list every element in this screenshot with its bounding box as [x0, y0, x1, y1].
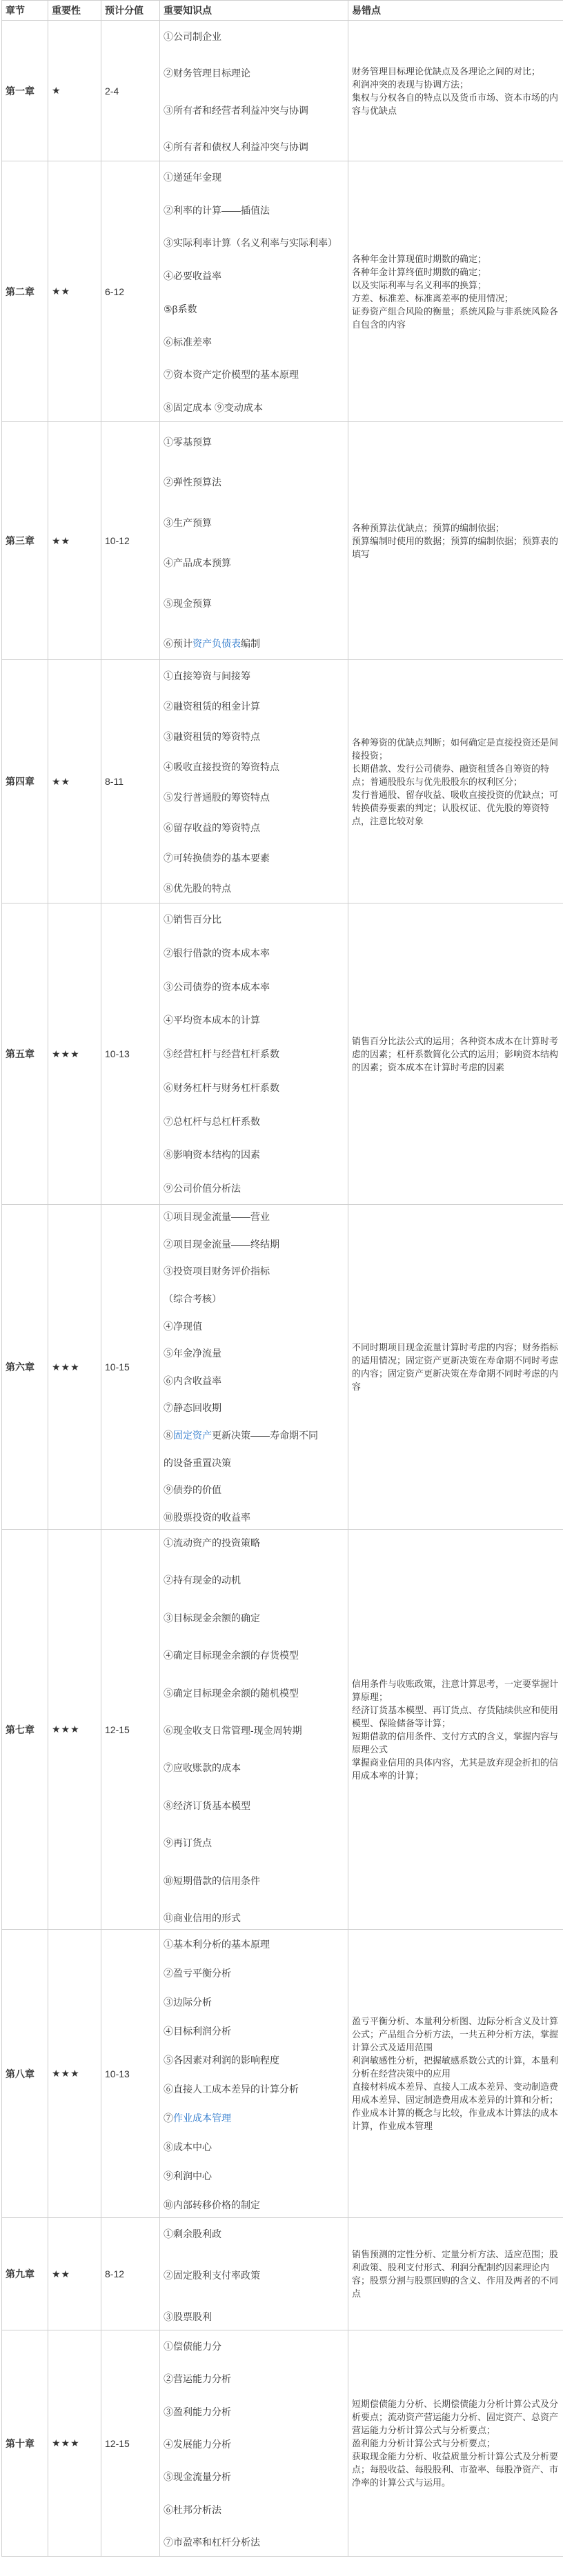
- knowledge-text: ⑥内含收益率: [164, 1375, 221, 1386]
- knowledge-list: [164, 21, 344, 161]
- difficulty-text: 信用条件与收账政策，注意计算思考，一定要掌握计算原理；: [352, 1678, 559, 1702]
- knowledge-item: [164, 912, 221, 926]
- chapter-cell: 第五章: [2, 903, 48, 1205]
- knowledge-item: [164, 140, 308, 154]
- difficulty-text: 各种预算法优缺点；预算的编制依据；: [352, 522, 505, 533]
- knowledge-text: ③融资租赁的筹资特点: [164, 730, 260, 742]
- knowledge-text: ④平均资本成本的计算: [164, 1014, 260, 1026]
- difficulty-text: 盈利能力分析计算公式与分析要点；: [352, 2438, 496, 2448]
- knowledge-text: ⑥留存收益的筹资特点: [164, 821, 260, 833]
- knowledge-item: [164, 2339, 221, 2353]
- knowledge-text: ①直接筹资与间接筹: [164, 670, 250, 681]
- knowledge-text: ⑥财务杠杆与财务杠杆系数: [164, 1081, 279, 1093]
- knowledge-item: [164, 1966, 231, 1980]
- knowledge-item: [164, 1013, 260, 1027]
- knowledge-item: [164, 103, 308, 117]
- knowledge-text: ⑨债券的价值: [164, 1484, 221, 1495]
- importance-stars: ★★: [48, 161, 101, 422]
- score-cell: 10-13: [101, 1930, 160, 2218]
- knowledge-item: [164, 790, 270, 804]
- knowledge-text: ③投资项目财务评价指标: [164, 1265, 270, 1277]
- knowledge-item: [164, 2169, 212, 2183]
- knowledge-item: [164, 516, 212, 530]
- knowledge-text: ①剩余股利政: [164, 2228, 221, 2239]
- knowledge-item: [164, 2535, 260, 2549]
- difficulty-text: 获取现金能力分析、收益质量分析计算公式及分析要点；每股收益、每股股利、市盈率、每股净资产、市净率的计算公式与运用。: [352, 2451, 559, 2488]
- knowledge-cell: [160, 422, 348, 660]
- importance-stars: ★★★: [48, 1930, 101, 2218]
- knowledge-item: [164, 170, 221, 184]
- knowledge-item: [164, 1148, 260, 1161]
- knowledge-text: ①销售百分比: [164, 913, 221, 925]
- importance-stars: ★★: [48, 660, 101, 903]
- difficulty-cell: [348, 1530, 563, 1930]
- knowledge-text: ⑤经营杠杆与经营杠杆系数: [164, 1048, 279, 1059]
- knowledge-text: ⑤确定目标现金余额的随机模型: [164, 1687, 299, 1699]
- knowledge-text: ⑩股票投资的收益率: [164, 1511, 250, 1523]
- difficulty-text: 作业成本计算的概念与比较，作业成本计算法的成本计算，作业成本管理: [352, 2108, 559, 2131]
- knowledge-item: [164, 1081, 279, 1095]
- knowledge-text: ⑦: [164, 2112, 173, 2124]
- difficulty-text: 各种年金计算终值时期数的确定；: [352, 266, 487, 277]
- knowledge-text: ①流动资产的投资策略: [164, 1537, 260, 1548]
- difficulty-cell: [348, 1930, 563, 2218]
- knowledge-item: [164, 2437, 231, 2451]
- header-importance: 重要性: [48, 1, 101, 21]
- knowledge-list: [164, 162, 344, 421]
- knowledge-cell: [160, 1530, 348, 1930]
- knowledge-item: [164, 597, 212, 610]
- knowledge-item: [164, 2024, 231, 2038]
- table-row: [2, 903, 563, 1205]
- difficulty-text: 以及实际利率与名义利率的换算；: [352, 279, 487, 290]
- difficulty-text: 财务管理目标理论优缺点及各理论之间的对比；: [352, 66, 541, 77]
- knowledge-item: [164, 556, 231, 570]
- knowledge-text: ①偿债能力分: [164, 2340, 221, 2352]
- knowledge-item: [164, 475, 221, 489]
- knowledge-item: [164, 881, 231, 895]
- knowledge-item: [164, 2053, 279, 2067]
- knowledge-item: [164, 1937, 270, 1951]
- knowledge-text: ①递延年金现: [164, 171, 221, 183]
- knowledge-text: ①基本利分析的基本原理: [164, 1938, 270, 1950]
- difficulty-text: 利润敏感性分析，把握敏感系数公式的计算，本量利分析在经营决策中的应用: [352, 2055, 559, 2079]
- knowledge-cell: [160, 21, 348, 161]
- knowledge-list: [164, 2219, 344, 2330]
- knowledge-item: [164, 2372, 231, 2386]
- knowledge-text: ⑦静态回收期: [164, 1401, 221, 1413]
- knowledge-item: [164, 2198, 260, 2212]
- knowledge-text: ⑧经济订货基本模型: [164, 1799, 250, 1811]
- table-row: [2, 1530, 563, 1930]
- importance-stars: ★★★: [48, 1530, 101, 1930]
- knowledge-item: [164, 2082, 299, 2096]
- table-row: [2, 422, 563, 660]
- knowledge-text: ⑦市盈率和杠杆分析法: [164, 2536, 260, 2548]
- difficulty-text: 长期借款、发行公司债券、融资租赁各自筹资的特点；普通股股东与优先股股东的权利区分；: [352, 763, 550, 787]
- knowledge-item: [164, 1346, 221, 1360]
- knowledge-text: ②项目现金流量——终结期: [164, 1238, 279, 1250]
- chapter-cell: 第一章: [2, 21, 48, 161]
- knowledge-text: ③边际分析: [164, 1996, 212, 2008]
- knowledge-item: [164, 699, 260, 713]
- knowledge-text: ⑧固定成本 ⑨变动成本: [164, 401, 263, 413]
- knowledge-link[interactable]: 固定资产: [173, 1429, 212, 1441]
- knowledge-item: [164, 730, 260, 743]
- importance-stars: ★★: [48, 2218, 101, 2330]
- knowledge-text: ③所有者和经营者利益冲突与协调: [164, 104, 308, 116]
- knowledge-item: [164, 2111, 231, 2125]
- knowledge-text: ④净现值: [164, 1320, 202, 1332]
- difficulty-text: 集权与分权各自的特点以及货币市场、资本市场的内容与优缺点: [352, 92, 559, 116]
- difficulty-cell: [348, 660, 563, 903]
- knowledge-item: [164, 1237, 279, 1251]
- knowledge-item: [164, 1648, 299, 1662]
- difficulty-cell: [348, 161, 563, 422]
- knowledge-text: （综合考核）: [164, 1292, 221, 1304]
- chapter-cell: 第九章: [2, 2218, 48, 2330]
- knowledge-text: ⑦可转换债券的基本要素: [164, 852, 270, 863]
- knowledge-text: ⑥直接人工成本差异的计算分析: [164, 2083, 299, 2095]
- knowledge-text: ⑨公司价值分析法: [164, 1182, 241, 1194]
- knowledge-text: ⑤现金流量分析: [164, 2470, 231, 2482]
- knowledge-text: ⑩短期借款的信用条件: [164, 1875, 260, 1886]
- difficulty-cell: [348, 2330, 563, 2557]
- difficulty-text: 直接材料成本差异、直接人工成本差异、变动制造费用成本差异、固定制造费用成本差异的计算和分析；: [352, 2081, 559, 2105]
- syllabus-table: [1, 0, 563, 2557]
- knowledge-item: [164, 1573, 241, 1587]
- difficulty-text: 掌握商业信用的具体内容，尤其是放弃现金折扣的信用成本率的计算；: [352, 1757, 559, 1781]
- importance-stars: ★: [48, 21, 101, 161]
- score-cell: 6-12: [101, 161, 160, 422]
- knowledge-item: [164, 1686, 299, 1700]
- knowledge-text: ③股票股利: [164, 2310, 212, 2322]
- score-cell: 10-13: [101, 903, 160, 1205]
- knowledge-text: ⑤β系数: [164, 303, 197, 314]
- importance-stars: ★★★: [48, 903, 101, 1205]
- knowledge-item: [164, 669, 250, 683]
- knowledge-item: [164, 269, 221, 283]
- difficulty-text: 销售百分比法公式的运用；各种资本成本在计算时考虑的因素；杠杆系数简化公式的运用；影响资本结构的因素；资本成本在计算时考虑的因素: [352, 1035, 559, 1072]
- knowledge-list: [164, 423, 344, 659]
- chapter-cell: 第六章: [2, 1205, 48, 1530]
- header-row: [2, 1, 563, 21]
- score-cell: 10-12: [101, 422, 160, 660]
- knowledge-text: 的设备重置决策: [164, 1457, 231, 1468]
- knowledge-item: [164, 1995, 212, 2009]
- knowledge-item: [164, 1210, 270, 1224]
- knowledge-text: ④确定目标现金余额的存货模型: [164, 1649, 299, 1661]
- knowledge-item: [164, 1799, 250, 1813]
- knowledge-link[interactable]: 资产负债表: [192, 637, 241, 649]
- knowledge-item: [164, 30, 221, 43]
- difficulty-text: 短期偿债能力分析、长期偿债能力分析计算公式及分析要点；流动资产营运能力分析、固定资产、总资产营运能力分析计算公式与分析要点；: [352, 2399, 559, 2435]
- difficulty-cell: [348, 2218, 563, 2330]
- knowledge-text: ②融资租赁的租金计算: [164, 700, 260, 712]
- difficulty-cell: [348, 1205, 563, 1530]
- score-cell: 10-15: [101, 1205, 160, 1530]
- knowledge-item: [164, 66, 250, 80]
- knowledge-item: [164, 1374, 221, 1388]
- knowledge-item: [164, 2227, 221, 2241]
- knowledge-item: [164, 1536, 260, 1550]
- table-body: [2, 21, 563, 2557]
- chapter-cell: 第三章: [2, 422, 48, 660]
- chapter-cell: 第八章: [2, 1930, 48, 2218]
- knowledge-text: ⑤各因素对利润的影响程度: [164, 2054, 279, 2066]
- knowledge-item: [164, 236, 337, 250]
- header-score: 预计分值: [101, 1, 160, 21]
- knowledge-text: ②弹性预算法: [164, 476, 221, 488]
- difficulty-cell: [348, 903, 563, 1205]
- knowledge-text: ④必要收益率: [164, 270, 221, 281]
- knowledge-list: [164, 661, 344, 903]
- knowledge-list: [164, 1930, 344, 2217]
- knowledge-item: [164, 1510, 250, 1524]
- header-knowledge: 重要知识点: [160, 1, 348, 21]
- knowledge-text: ①项目现金流量——营业: [164, 1210, 270, 1222]
- knowledge-item: [164, 2470, 231, 2484]
- knowledge-cell: [160, 161, 348, 422]
- knowledge-item: [164, 1401, 221, 1415]
- knowledge-text: ⑥现金收支日常管理-现金周转期: [164, 1724, 302, 1736]
- difficulty-text: 预算编制时使用的数据；预算的编制依据；预算表的填写: [352, 535, 559, 559]
- importance-stars: ★★: [48, 422, 101, 660]
- knowledge-text: ⑦资本资产定价模型的基本原理: [164, 368, 299, 380]
- knowledge-cell: [160, 903, 348, 1205]
- knowledge-text: ④吸收直接投资的筹资特点: [164, 761, 279, 772]
- importance-stars: ★★★: [48, 2330, 101, 2557]
- knowledge-text: ②营运能力分析: [164, 2373, 231, 2384]
- table-row: [2, 161, 563, 422]
- knowledge-text: ②利率的计算——插值法: [164, 204, 270, 216]
- knowledge-item: [164, 1181, 241, 1195]
- knowledge-text: ⑧成本中心: [164, 2141, 212, 2153]
- knowledge-item: [164, 1428, 318, 1442]
- knowledge-text: ⑤现金预算: [164, 597, 212, 609]
- knowledge-text: ⑦总杠杆与总杠杆系数: [164, 1115, 260, 1127]
- knowledge-cell: [160, 2218, 348, 2330]
- knowledge-text: ⑩内部转移价格的制定: [164, 2199, 260, 2210]
- knowledge-item: [164, 1911, 241, 1925]
- table-row: [2, 2330, 563, 2557]
- knowledge-text: ③生产预算: [164, 517, 212, 528]
- table-row: [2, 21, 563, 161]
- knowledge-text: ②财务管理目标理论: [164, 67, 250, 79]
- chapter-cell: 第十章: [2, 2330, 48, 2557]
- table-header: [2, 1, 563, 21]
- difficulty-text: 经济订货基本模型、再订货点、存货陆续供应和使用模型、保险储备等计算；: [352, 1704, 559, 1728]
- knowledge-list: [164, 2331, 344, 2556]
- knowledge-item: [164, 637, 260, 650]
- knowledge-text: ⑥杜邦分析法: [164, 2504, 221, 2515]
- knowledge-text: ②持有现金的动机: [164, 1574, 241, 1586]
- score-cell: 12-15: [101, 2330, 160, 2557]
- knowledge-text: ②银行借款的资本成本率: [164, 947, 270, 959]
- knowledge-item: [164, 851, 270, 865]
- knowledge-text: ③目标现金余额的确定: [164, 1612, 260, 1624]
- knowledge-item: [164, 946, 270, 960]
- table-row: [2, 2218, 563, 2330]
- knowledge-text: ⑥预计: [164, 637, 192, 649]
- knowledge-text: ⑧影响资本结构的因素: [164, 1148, 260, 1160]
- knowledge-text: ④所有者和债权人利益冲突与协调: [164, 141, 308, 152]
- knowledge-cell: [160, 1205, 348, 1530]
- knowledge-item: [164, 980, 270, 994]
- knowledge-item: [164, 1456, 231, 1470]
- knowledge-item: [164, 1047, 279, 1061]
- knowledge-text: ④产品成本预算: [164, 557, 231, 568]
- knowledge-item: [164, 435, 212, 449]
- knowledge-item: [164, 2503, 221, 2517]
- chapter-cell: 第七章: [2, 1530, 48, 1930]
- knowledge-list: [164, 904, 344, 1204]
- chapter-cell: 第四章: [2, 660, 48, 903]
- knowledge-item: [164, 2405, 231, 2419]
- knowledge-text: ⑤年金净流量: [164, 1347, 221, 1359]
- knowledge-item: [164, 1115, 260, 1128]
- knowledge-text: ③实际利率计算（名义利率与实际利率）: [164, 237, 337, 248]
- table-row: [2, 660, 563, 903]
- score-cell: 12-15: [101, 1530, 160, 1930]
- score-cell: 8-12: [101, 2218, 160, 2330]
- knowledge-text: ③盈利能力分析: [164, 2406, 231, 2417]
- difficulty-text: 各种年金计算现值时期数的确定；: [352, 253, 487, 264]
- knowledge-text: ②盈亏平衡分析: [164, 1967, 231, 1979]
- knowledge-text: ⑪商业信用的形式: [164, 1912, 241, 1924]
- knowledge-text: ③公司债券的资本成本率: [164, 981, 270, 992]
- knowledge-item: [164, 2140, 212, 2154]
- knowledge-cell: [160, 660, 348, 903]
- knowledge-item: [164, 401, 263, 415]
- knowledge-item: [164, 760, 279, 774]
- difficulty-cell: [348, 21, 563, 161]
- score-cell: 8-11: [101, 660, 160, 903]
- difficulty-text: 不同时期项目现金流量计算时考虑的内容；财务指标的适用情况；固定资产更新决策在寿命期不同时考虑的内容；固定资产更新决策在寿命期不同时考虑的内容: [352, 1342, 559, 1392]
- knowledge-text: ⑨再订货点: [164, 1837, 212, 1848]
- score-cell: 2-4: [101, 21, 160, 161]
- knowledge-item: [164, 335, 212, 349]
- difficulty-text: 销售预测的定性分析、定量分析方法、适应范围；股利政策、股利支付形式、利润分配制约因素理论内容；股票分割与股票回购的含义、作用及两者的不同点: [352, 2249, 559, 2299]
- knowledge-text: ①公司制企业: [164, 30, 221, 42]
- knowledge-item: [164, 203, 270, 217]
- knowledge-cell: [160, 2330, 348, 2557]
- difficulty-text: 各种筹资的优缺点判断；如何确定是直接投资还是间接投资；: [352, 737, 559, 761]
- knowledge-text: ⑧优先股的特点: [164, 882, 231, 894]
- difficulty-cell: [348, 422, 563, 660]
- knowledge-text: ⑤发行普通股的筹资特点: [164, 791, 270, 803]
- knowledge-item: [164, 1761, 241, 1775]
- knowledge-cell: [160, 1930, 348, 2218]
- table-row: [2, 1205, 563, 1530]
- header-difficulty: 易错点: [348, 1, 563, 21]
- difficulty-text: 证券资产组合风险的衡量；系统风险与非系统风险各自包含的内容: [352, 306, 559, 330]
- difficulty-text: 发行普通股、留存收益、吸收直接投资的优缺点；可转换债券要素的判定；认股权证、优先股的筹资特点，注意比较对象: [352, 789, 559, 826]
- knowledge-item: [164, 1292, 221, 1306]
- importance-stars: ★★★: [48, 1205, 101, 1530]
- knowledge-item: [164, 1724, 302, 1737]
- difficulty-text: 短期借款的信用条件、支付方式的含义，掌握内容与原理公式: [352, 1730, 559, 1755]
- table-row: [2, 1930, 563, 2218]
- difficulty-text: 利润冲突的表现与协调方法；: [352, 79, 469, 90]
- knowledge-list: [164, 1206, 344, 1529]
- knowledge-item: [164, 821, 260, 835]
- knowledge-text: ①零基预算: [164, 436, 212, 448]
- knowledge-item: [164, 302, 197, 316]
- knowledge-item: [164, 1264, 270, 1278]
- knowledge-text: ②固定股利支付率政策: [164, 2269, 260, 2281]
- knowledge-text: 更新决策——寿命期不同: [212, 1429, 318, 1441]
- knowledge-item: [164, 1836, 212, 1850]
- knowledge-link[interactable]: 作业成本管理: [173, 2112, 231, 2124]
- knowledge-item: [164, 368, 299, 381]
- knowledge-item: [164, 1319, 202, 1333]
- header-chapter: 章节: [2, 1, 48, 21]
- knowledge-item: [164, 2310, 212, 2324]
- knowledge-text: 编制: [241, 637, 260, 649]
- knowledge-text: ⑧: [164, 1429, 173, 1441]
- knowledge-item: [164, 1611, 260, 1625]
- knowledge-text: ⑥标准差率: [164, 336, 212, 348]
- knowledge-text: ④目标利润分析: [164, 2025, 231, 2037]
- chapter-cell: 第二章: [2, 161, 48, 422]
- knowledge-item: [164, 1483, 221, 1497]
- difficulty-text: 盈亏平衡分析、本量利分析图、边际分析含义及计算公式；产品组合分析方法，一共五种分析方法，掌握计算公式及适用范围: [352, 2016, 559, 2053]
- knowledge-item: [164, 1874, 260, 1888]
- knowledge-text: ④发展能力分析: [164, 2438, 231, 2450]
- knowledge-item: [164, 2268, 260, 2282]
- knowledge-list: [164, 1530, 344, 1929]
- knowledge-text: ⑦应收账款的成本: [164, 1761, 241, 1773]
- knowledge-text: ⑨利润中心: [164, 2170, 212, 2181]
- difficulty-text: 方差、标准差、标准离差率的使用情况；: [352, 292, 514, 303]
